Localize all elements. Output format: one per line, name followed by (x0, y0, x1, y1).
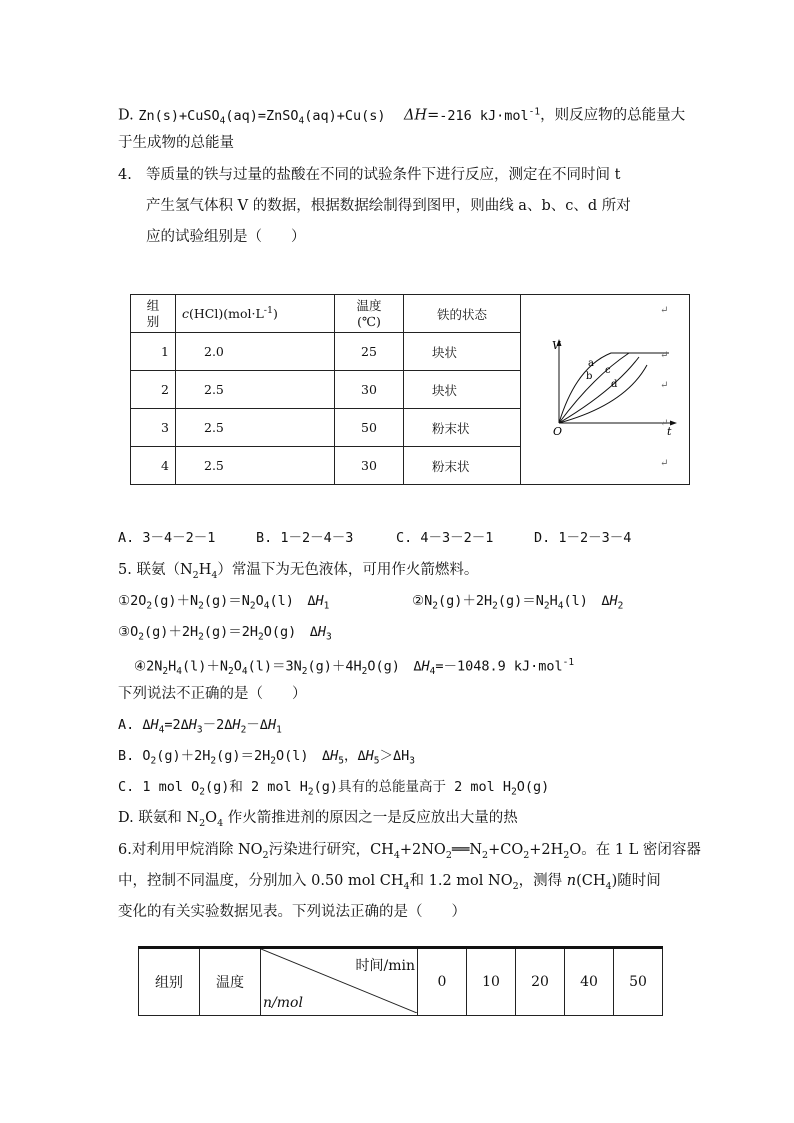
q4-option-d[interactable]: D. 1－2－3－4 (534, 530, 632, 546)
curve-c-label: c (605, 365, 611, 376)
header-time-value: 20 (516, 948, 565, 1016)
q6-line1: 6.对利用甲烷消除 $NO_2$污染进行研究，$CH_4+2NO_2══N_2+CO_2+2H_2O$。在 1 L 密闭容器 (118, 842, 701, 861)
q5-question: 下列说法不正确的是（ ） (118, 686, 307, 702)
row-temp: 50 (335, 409, 404, 447)
row-group: 3 (131, 409, 176, 447)
q3-delta-h: ΔH= (403, 107, 440, 124)
q5-eq2: $②N_2(g)+2H_2(g)=N_2H_4(l)$ $\Delta H_2$ (412, 593, 624, 612)
row-conc: 2.0 (176, 333, 335, 371)
row-group: 4 (131, 447, 176, 485)
q5-option-c[interactable]: C. 1 mol $O_2(g)$和 2 mol $H_2(g)$具有的总能量高于 2 mol $H_2O(g)$ (118, 779, 550, 798)
q3-option-d (118, 102, 685, 131)
q5-stem: 5. 联氨$(N_2H_4)$常温下为无色液体，可用作火箭燃料。 (118, 562, 479, 581)
q4-line3: 应的试验组别是（ ） (146, 229, 306, 245)
q5-eq1: $①2O_2(g)+N_2(g)=N_2O_4(l)$ $\Delta H_1$ (118, 593, 330, 612)
header-conc: $c(HCl)(mol\cdot L^{-1})$ (176, 295, 335, 333)
row-group: 1 (131, 333, 176, 371)
q5-option-a[interactable]: A. $\Delta H_4=2\Delta H_3-2\Delta H_2-\Delta H_1$ (118, 717, 282, 736)
row-temp: 30 (335, 447, 404, 485)
q5-eq3: $③O_2(g)+2H_2(g)=2H_2O(g)$ $\Delta H_3$ (118, 624, 332, 643)
q5-option-d[interactable]: D. 联氨和 $N_2O_4$ 作火箭推进剂的原因之一是反应放出大量的热 (118, 810, 518, 829)
header-diagonal-cell (261, 948, 418, 1016)
q3-reaction: Zn(s)+CuSO$_4$(aq)=ZnSO$_4$(aq)+Cu(s) (138, 107, 386, 127)
row-temp: 30 (335, 371, 404, 409)
row-group: 2 (131, 371, 176, 409)
header-time-value: 40 (565, 948, 614, 1016)
q4-line1: 等质量的铁与过量的盐酸在不同的试验条件下进行反应，测定在不同时间 t (146, 167, 621, 183)
row-conc: 2.5 (176, 447, 335, 485)
q4-option-a[interactable]: A. 3－4－2－1 (118, 530, 216, 546)
row-state: 粉末状 (404, 409, 521, 447)
x-axis-label: t (667, 425, 672, 438)
row-temp: 25 (335, 333, 404, 371)
paragraph-mark: ↵ (660, 458, 669, 469)
paragraph-mark: ↵ (660, 418, 669, 429)
paragraph-mark: ↵ (660, 350, 669, 361)
header-temp: 温度 (℃) (335, 295, 404, 333)
q5-option-b[interactable]: B. $O_2(g)+2H_2(g)=2H_2O(l)$ $\Delta H_5$，$\Delta H_5>\Delta H_3$ (118, 748, 416, 767)
header-time-value: 10 (467, 948, 516, 1016)
option-label: D. (118, 107, 134, 124)
header-state: 铁的状态 (404, 295, 521, 333)
paragraph-mark: ↵ (660, 380, 669, 391)
origin-label: O (553, 425, 563, 438)
paragraph-mark: ↵ (660, 305, 669, 316)
q6-data-table (138, 946, 663, 1016)
header-amount: n/mol (263, 995, 303, 1011)
header-time-value: 50 (614, 948, 663, 1016)
q6-line3: 变化的有关实验数据见表。下列说法正确的是（ ） (118, 904, 466, 920)
q5-eq4: $④2N_2H_4(l)+N_2O_4(l)=3N_2(g)+4H_2O(g)$ $\Delta H_4=-1048.9$ kJ·mol$^{-1}$ (134, 657, 575, 678)
q3-d-line2: 于生成物的总能量 (118, 135, 234, 151)
header-group: 组 别 (131, 295, 176, 333)
header-group: 组别 (139, 948, 200, 1016)
row-state: 块状 (404, 333, 521, 371)
q6-line2: 中，控制不同温度，分别加入 0.50 mol $CH_4$和 1.2 mol $NO_2$，测得 $n(CH_4)$随时间 (118, 873, 661, 892)
q3-dh-value: -216 kJ·mol$^{-1}$ (439, 106, 541, 124)
table-header-row (131, 295, 690, 333)
header-temp: 温度 (200, 948, 261, 1016)
q4-line2: 产生氢气体积 V 的数据，根据数据绘制得到图甲，则曲线 a、b、c、d 所对 (146, 198, 631, 214)
q4-conditions-table (130, 294, 690, 485)
y-axis-label: V (552, 339, 560, 352)
curve-b-label: b (586, 371, 593, 382)
q3-tail: ，则反应物的总能量大 (540, 107, 686, 124)
row-state: 粉末状 (404, 447, 521, 485)
row-state: 块状 (404, 371, 521, 409)
row-conc: 2.5 (176, 371, 335, 409)
header-time-value: 0 (418, 948, 467, 1016)
row-conc: 2.5 (176, 409, 335, 447)
q4-option-c[interactable]: C. 4－3－2－1 (396, 530, 494, 546)
header-time: 时间/min (355, 958, 415, 974)
curve-d-label: d (611, 379, 618, 390)
q4-number: 4. (118, 167, 132, 183)
curve-a-label: a (588, 358, 594, 369)
table-header-row (139, 948, 663, 1016)
q4-option-b[interactable]: B. 1－2－4－3 (256, 530, 354, 546)
